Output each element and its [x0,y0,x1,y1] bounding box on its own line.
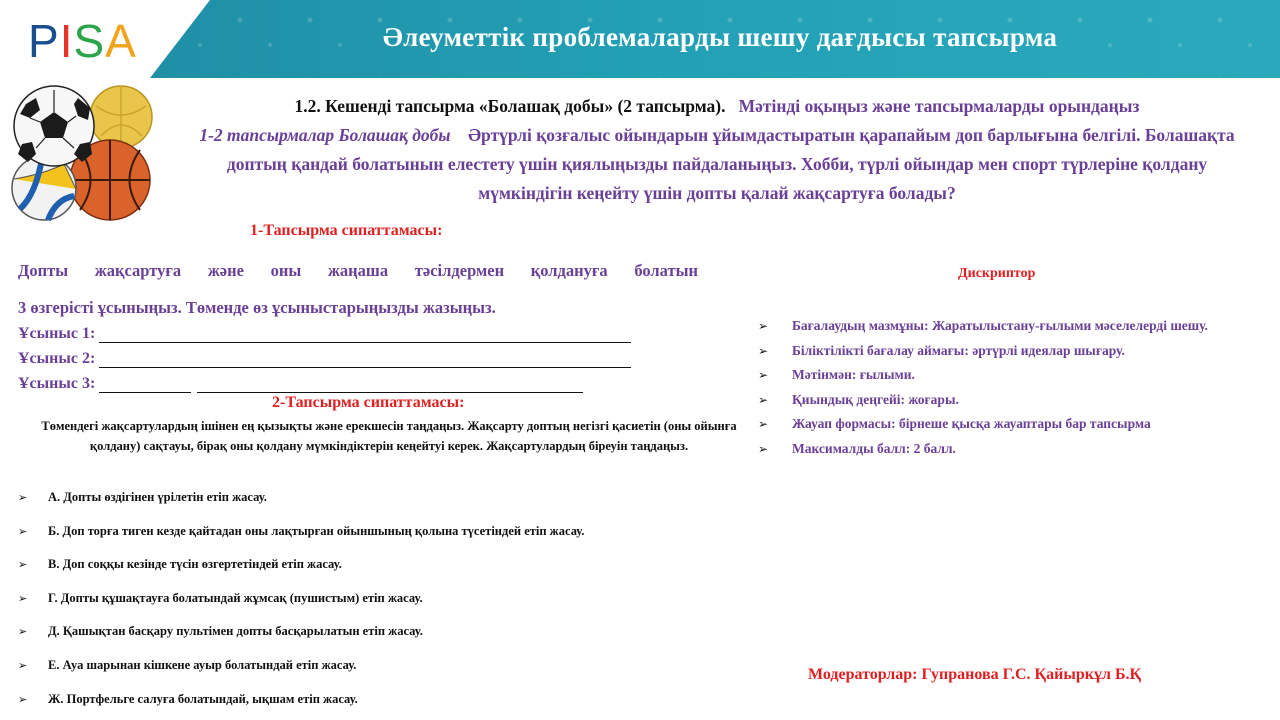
arrow-bullet-icon: ➢ [758,368,769,382]
proposal-label: Ұсыныс 1: [18,325,96,342]
proposals [18,318,658,393]
proposal-answer-line[interactable] [197,377,583,393]
moderators-line: Модераторлар: Гупранова Г.С. Қайыркұл Б.Қ [808,666,1142,683]
option-item[interactable]: ➢ Б. Доп торға тиген кезде қайтадан оны лақтырған ойыншының қолына түсетіндей етіп жасау. [18,523,585,538]
descriptor-item: ➢ Біліктілікті бағалау аймағы: әртүрлі идеялар шығару. [758,339,1258,364]
proposal-answer-line[interactable] [99,377,191,393]
proposal-answer-line[interactable] [99,352,631,368]
option-item[interactable]: ➢ А. Допты өздігінен үрілетін етіп жасау. [18,490,267,504]
proposal-row [18,318,658,343]
intro-body: Әртүрлі қозғалыс ойындарын ұйымдастыратын қарапайым доп барлығына белгілі. Болашақта доптың қандай болатынын елестету үшін қиялыңызды пайдаланыңыз. Хобби, түрлі ойындар мен спорт түрлеріне қолдану мүмкіндігін кеңейту үшін допты қалай жақсартуға болады? [226,125,1235,203]
intro-instruction: Мәтінді оқыңыз және тапсырмаларды орындаңыз [738,96,1140,116]
arrow-bullet-icon: ➢ [18,591,28,605]
descriptor-item: ➢ Қиындық деңгейі: жоғары. [758,388,1258,413]
intro-italic-label: 1-2 тапсырмалар Болашақ добы [199,125,451,145]
options-list [18,490,758,720]
soccer-ball-icon [14,86,94,166]
task1-description [18,252,698,326]
arrow-bullet-icon: ➢ [758,392,769,407]
balls-illustration [6,84,156,222]
proposal-row [18,343,658,368]
proposal-row [18,368,658,393]
arrow-bullet-icon: ➢ [18,491,28,504]
descriptor-item: ➢ Максималды балл: 2 балл. [758,437,1258,462]
task-number: 1.2. Кешенді тапсырма «Болашақ добы» (2 тапсырма). [294,96,726,116]
intro-paragraph [192,92,1242,208]
arrow-bullet-icon: ➢ [758,343,769,358]
arrow-bullet-icon: ➢ [18,558,28,572]
option-item[interactable]: ➢ Е. Ауа шарынан кішкене ауыр болатындай етіп жасау. [18,657,357,672]
page-title: Әлеуметтік проблемаларды шешу дағдысы тапсырма [382,22,1058,52]
descriptor-item: ➢ Мәтінмән: ғылыми. [758,363,1258,388]
arrow-bullet-icon: ➢ [18,625,28,639]
task2-description: Төмендегі жақсартулардың ішінен ең қызықты және ерекшесін таңдаңыз. Жақсарту доптың негізгі қасиетін (оны ойынға қолдану) сақтауы, бірақ оны қолдану мүмкіндіктерін кеңейтуі керек. Жақсартулардың біреуін таңдаңыз. [41,419,737,453]
option-item[interactable]: ➢ В. Доп соққы кезінде түсін өзгертетіндей етіп жасау. [18,557,342,572]
option-item[interactable]: ➢ Ж. Портфельге салуға болатындай, ықшам етіп жасау. [18,691,358,706]
arrow-bullet-icon: ➢ [18,524,28,538]
descriptor-item: ➢ Жауап формасы: бірнеше қысқа жауаптары бар тапсырма [758,412,1258,437]
arrow-bullet-icon: ➢ [758,417,769,431]
proposal-label: Ұсыныс 3: [18,375,96,392]
arrow-bullet-icon: ➢ [18,658,28,672]
arrow-bullet-icon: ➢ [18,692,28,706]
option-item[interactable]: ➢ Г. Допты құшақтауға болатындай жұмсақ (пушистым) етіп жасау. [18,590,423,605]
descriptor-item: ➢ Бағалаудың мазмұны: Жаратылыстану-ғылыми мәселелерді шешу. [758,314,1258,339]
proposal-answer-line[interactable] [99,327,631,343]
task1-desc-line1: Допты жақсартуға және оны жаңаша тәсілдермен қолдануға болатын [18,261,698,280]
task2-heading: 2-Тапсырма сипаттамасы: [272,394,465,411]
arrow-bullet-icon: ➢ [758,441,769,456]
proposal-label: Ұсыныс 2: [18,350,96,367]
volleyball-icon [12,156,76,220]
arrow-bullet-icon: ➢ [758,319,769,333]
task1-heading: 1-Тапсырма сипаттамасы: [250,222,443,239]
option-item[interactable]: ➢ Д. Қашықтан басқару пультімен допты басқарылатын етіп жасау. [18,624,423,639]
header [0,0,1280,78]
handball-icon [90,86,152,148]
descriptor-list [758,314,1258,461]
task1-desc-line2: 3 өзгерісті ұсыныңыз. Төменде өз ұсыныстарыңызды жазыңыз. [18,298,496,317]
descriptor-heading: Дискриптор [958,266,1036,281]
pisa-logo: PISA [28,15,137,67]
